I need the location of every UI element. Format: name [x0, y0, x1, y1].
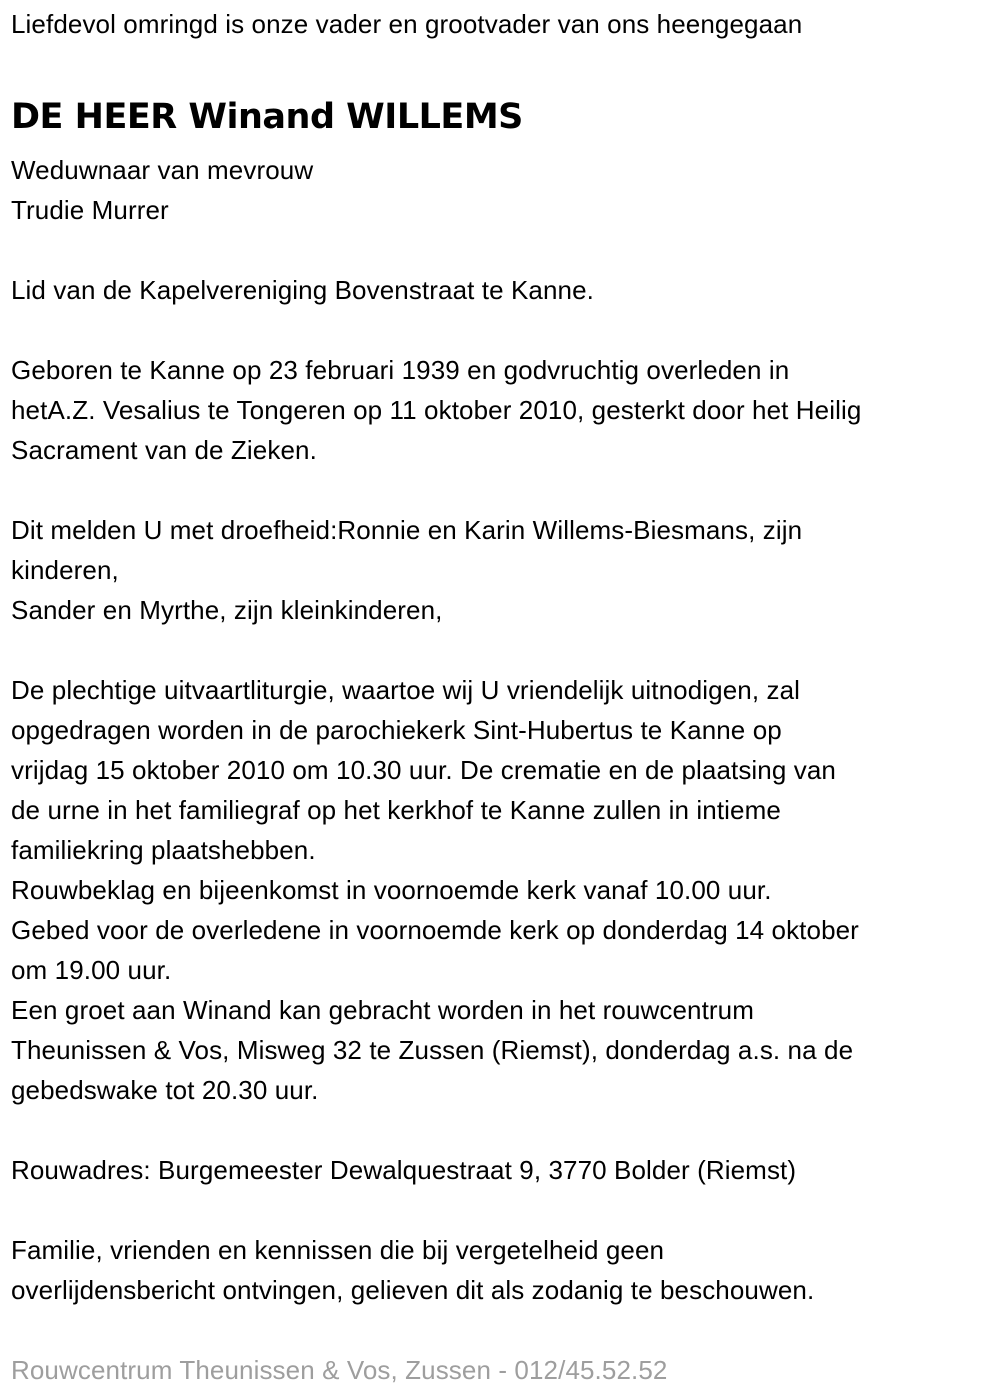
spacer	[11, 310, 996, 350]
closing-paragraph	[11, 1230, 996, 1310]
paragraph-line: opgedragen worden in de parochiekerk Sint-Hubertus te Kanne op	[11, 715, 782, 745]
spacer	[11, 1110, 996, 1150]
paragraph-line: De plechtige uitvaartliturgie, waartoe wij U vriendelijk uitnodigen, zal	[11, 675, 801, 705]
membership-text: Lid van de Kapelvereniging Bovenstraat te Kanne.	[11, 275, 594, 305]
spacer	[11, 1190, 996, 1230]
paragraph-line: overlijdensbericht ontvingen, gelieven dit als zodanig te beschouwen.	[11, 1275, 815, 1305]
spacer	[11, 470, 996, 510]
death-notice	[11, 4, 996, 1390]
paragraph-line: om 19.00 uur.	[11, 955, 172, 985]
spouse-name: Trudie Murrer	[11, 195, 169, 225]
paragraph-line: Familie, vrienden en kennissen die bij vergetelheid geen	[11, 1235, 665, 1265]
family-paragraph	[11, 510, 996, 630]
paragraph-line: Een groet aan Winand kan gebracht worden in het rouwcentrum	[11, 995, 755, 1025]
paragraph-line: hetA.Z. Vesalius te Tongeren op 11 oktober 2010, gesterkt door het Heilig	[11, 395, 862, 425]
paragraph-line: de urne in het familiegraf op het kerkhof te Kanne zullen in intieme	[11, 795, 781, 825]
paragraph-line: gebedswake tot 20.30 uur.	[11, 1075, 319, 1105]
paragraph-line: Geboren te Kanne op 23 februari 1939 en godvruchtig overleden in	[11, 355, 790, 385]
paragraph-line: familiekring plaatshebben.	[11, 835, 316, 865]
spacer	[11, 630, 996, 670]
deceased-name-heading: DE HEER Winand WILLEMS	[11, 97, 523, 137]
paragraph-line: Dit melden U met droefheid:Ronnie en Karin Willems-Biesmans, zijn	[11, 515, 803, 545]
paragraph-line: Rouwbeklag en bijeenkomst in voornoemde kerk vanaf 10.00 uur.	[11, 875, 772, 905]
intro-text: Liefdevol omringd is onze vader en grootvader van ons heengegaan	[11, 9, 803, 39]
ceremony-paragraph	[11, 670, 996, 1110]
mourning-address: Rouwadres: Burgemeester Dewalquestraat 9, 3770 Bolder (Riemst)	[11, 1155, 797, 1185]
paragraph-line: Gebed voor de overledene in voornoemde kerk op donderdag 14 oktober	[11, 915, 859, 945]
spacer	[11, 230, 996, 270]
birth-death-paragraph	[11, 350, 996, 470]
paragraph-line: kinderen,	[11, 555, 119, 585]
spacer	[11, 1310, 996, 1350]
spouse-line: Weduwnaar van mevrouw	[11, 155, 314, 185]
paragraph-line: Theunissen & Vos, Misweg 32 te Zussen (Riemst), donderdag a.s. na de	[11, 1035, 854, 1065]
funeral-home-footer: Rouwcentrum Theunissen & Vos, Zussen - 012/45.52.52	[11, 1355, 668, 1385]
paragraph-line: vrijdag 15 oktober 2010 om 10.30 uur. De crematie en de plaatsing van	[11, 755, 836, 785]
paragraph-line: Sander en Myrthe, zijn kleinkinderen,	[11, 595, 443, 625]
paragraph-line: Sacrament van de Zieken.	[11, 435, 317, 465]
